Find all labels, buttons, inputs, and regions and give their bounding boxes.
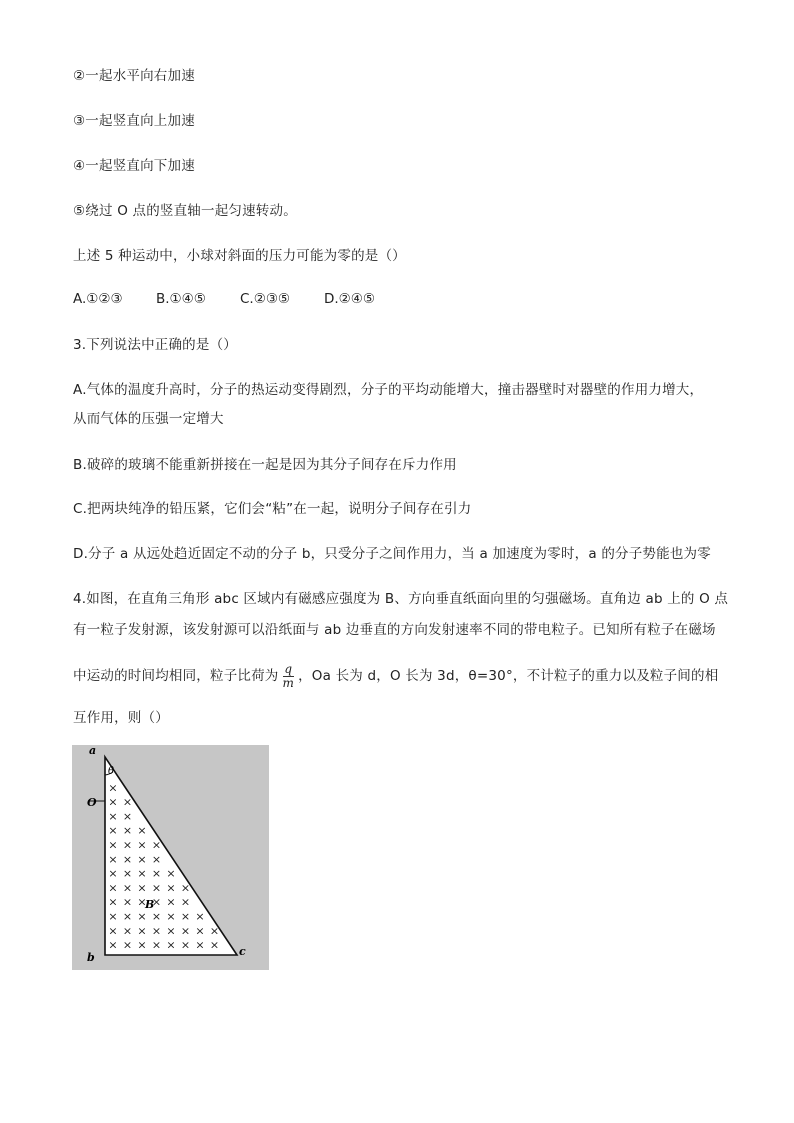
label-o: O (87, 796, 97, 809)
label-field-b: B (145, 898, 155, 911)
field-cross: × (166, 867, 176, 881)
option-b: B.破碎的玻璃不能重新拼接在一起是因为其分子间存在斥力作用 (73, 457, 457, 473)
field-cross: × (137, 910, 147, 923)
field-cross: × (151, 838, 162, 852)
field-cross: × (137, 938, 147, 952)
field-cross: × (122, 910, 133, 923)
field-cross: × (137, 838, 147, 852)
field-cross: × (108, 781, 118, 795)
field-cross: × (180, 895, 191, 909)
field-cross: × (108, 809, 118, 823)
field-cross: × (151, 867, 162, 881)
field-cross: × (180, 938, 191, 952)
option-d: D.分子 a 从远处趋近固定不动的分子 b，只受分子之间作用力，当 a 加速度为零时，a 的分子势能也为零 (73, 546, 711, 562)
option-a-line1: A.气体的温度升高时，分子的热运动变得剧烈，分子的平均动能增大，撞击器壁时对器壁的作用力增大， (73, 382, 704, 398)
magnetic-field-figure (72, 745, 269, 970)
field-cross: × (122, 867, 133, 881)
label-a: a (89, 745, 97, 757)
field-cross: × (166, 924, 176, 938)
field-cross: × (151, 852, 162, 866)
field-cross: × (166, 895, 176, 909)
field-cross: × (108, 824, 118, 838)
question-stem-line3: 中运动的时间均相同，粒子比荷为 $\frac{q}{m}$ ，Oa 长为 d，O 长为 3d，θ=30°，不计粒子的重力以及粒子间的相 (73, 661, 719, 690)
field-cross: × (122, 795, 133, 809)
field-cross: × (108, 795, 118, 809)
field-cross: × (108, 895, 118, 909)
field-cross: × (137, 895, 147, 909)
field-cross: × (137, 824, 147, 838)
field-cross: × (122, 824, 133, 838)
field-cross: × (108, 910, 118, 923)
charge-mass-ratio-fraction: $\frac{q}{m}$ (282, 661, 295, 690)
text-line: ③一起竖直向上加速 (73, 113, 195, 129)
field-cross: × (137, 881, 147, 895)
field-cross: × (108, 852, 118, 866)
field-cross: × (137, 867, 147, 881)
option-a: A.①②③ (73, 291, 123, 307)
question-stem-line4: 互作用，则（） (73, 710, 169, 726)
field-cross: × (166, 881, 176, 895)
field-cross: × (108, 867, 118, 881)
field-cross: × (122, 881, 133, 895)
field-cross: × (209, 938, 220, 952)
field-cross: × (195, 924, 205, 938)
question-stem: 3.下列说法中正确的是（） (73, 337, 237, 353)
text-line: ④一起竖直向下加速 (73, 158, 195, 174)
field-cross: × (108, 881, 118, 895)
field-cross: × (137, 924, 147, 938)
field-cross: × (122, 809, 133, 823)
field-cross: × (151, 910, 162, 923)
field-cross: × (122, 852, 133, 866)
field-cross: × (151, 938, 162, 952)
field-cross: × (166, 938, 176, 952)
field-cross: × (166, 910, 176, 923)
option-d: D.②④⑤ (324, 291, 375, 307)
label-c: c (239, 945, 246, 958)
field-cross: × (151, 895, 162, 909)
field-cross: × (122, 924, 133, 938)
field-cross: × (122, 838, 133, 852)
label-theta: θ (108, 766, 115, 777)
field-cross: × (195, 910, 205, 923)
field-cross: × (180, 910, 191, 923)
field-cross: × (180, 924, 191, 938)
field-cross: × (180, 881, 191, 895)
question-stem: 上述 5 种运动中，小球对斜面的压力可能为零的是（） (73, 248, 406, 264)
option-a-line2: 从而气体的压强一定增大 (73, 411, 224, 427)
field-cross: × (151, 881, 162, 895)
field-cross: × (108, 838, 118, 852)
label-b: b (87, 951, 95, 964)
field-cross: × (209, 924, 220, 938)
question-stem-line2: 有一粒子发射源，该发射源可以沿纸面与 ab 边垂直的方向发射速率不同的带电粒子。已知所有粒子在磁场 (73, 622, 716, 638)
field-cross: × (108, 938, 118, 952)
text-line: ⑤绕过 O 点的竖直轴一起匀速转动。 (73, 203, 297, 219)
field-cross: × (151, 924, 162, 938)
option-c: C.把两块纯净的铅压紧，它们会“粘”在一起，说明分子间存在引力 (73, 501, 472, 517)
question-stem-line1: 4.如图，在直角三角形 abc 区域内有磁感应强度为 B、方向垂直纸面向里的匀强磁场。直角边 ab 上的 O 点 (73, 591, 729, 607)
option-b: B.①④⑤ (156, 291, 206, 307)
field-cross: × (195, 938, 205, 952)
field-cross: × (122, 895, 133, 909)
field-cross: × (122, 938, 133, 952)
field-cross: × (137, 852, 147, 866)
option-c: C.②③⑤ (240, 291, 291, 307)
field-cross: × (108, 924, 118, 938)
text-line: ②一起水平向右加速 (73, 68, 195, 84)
